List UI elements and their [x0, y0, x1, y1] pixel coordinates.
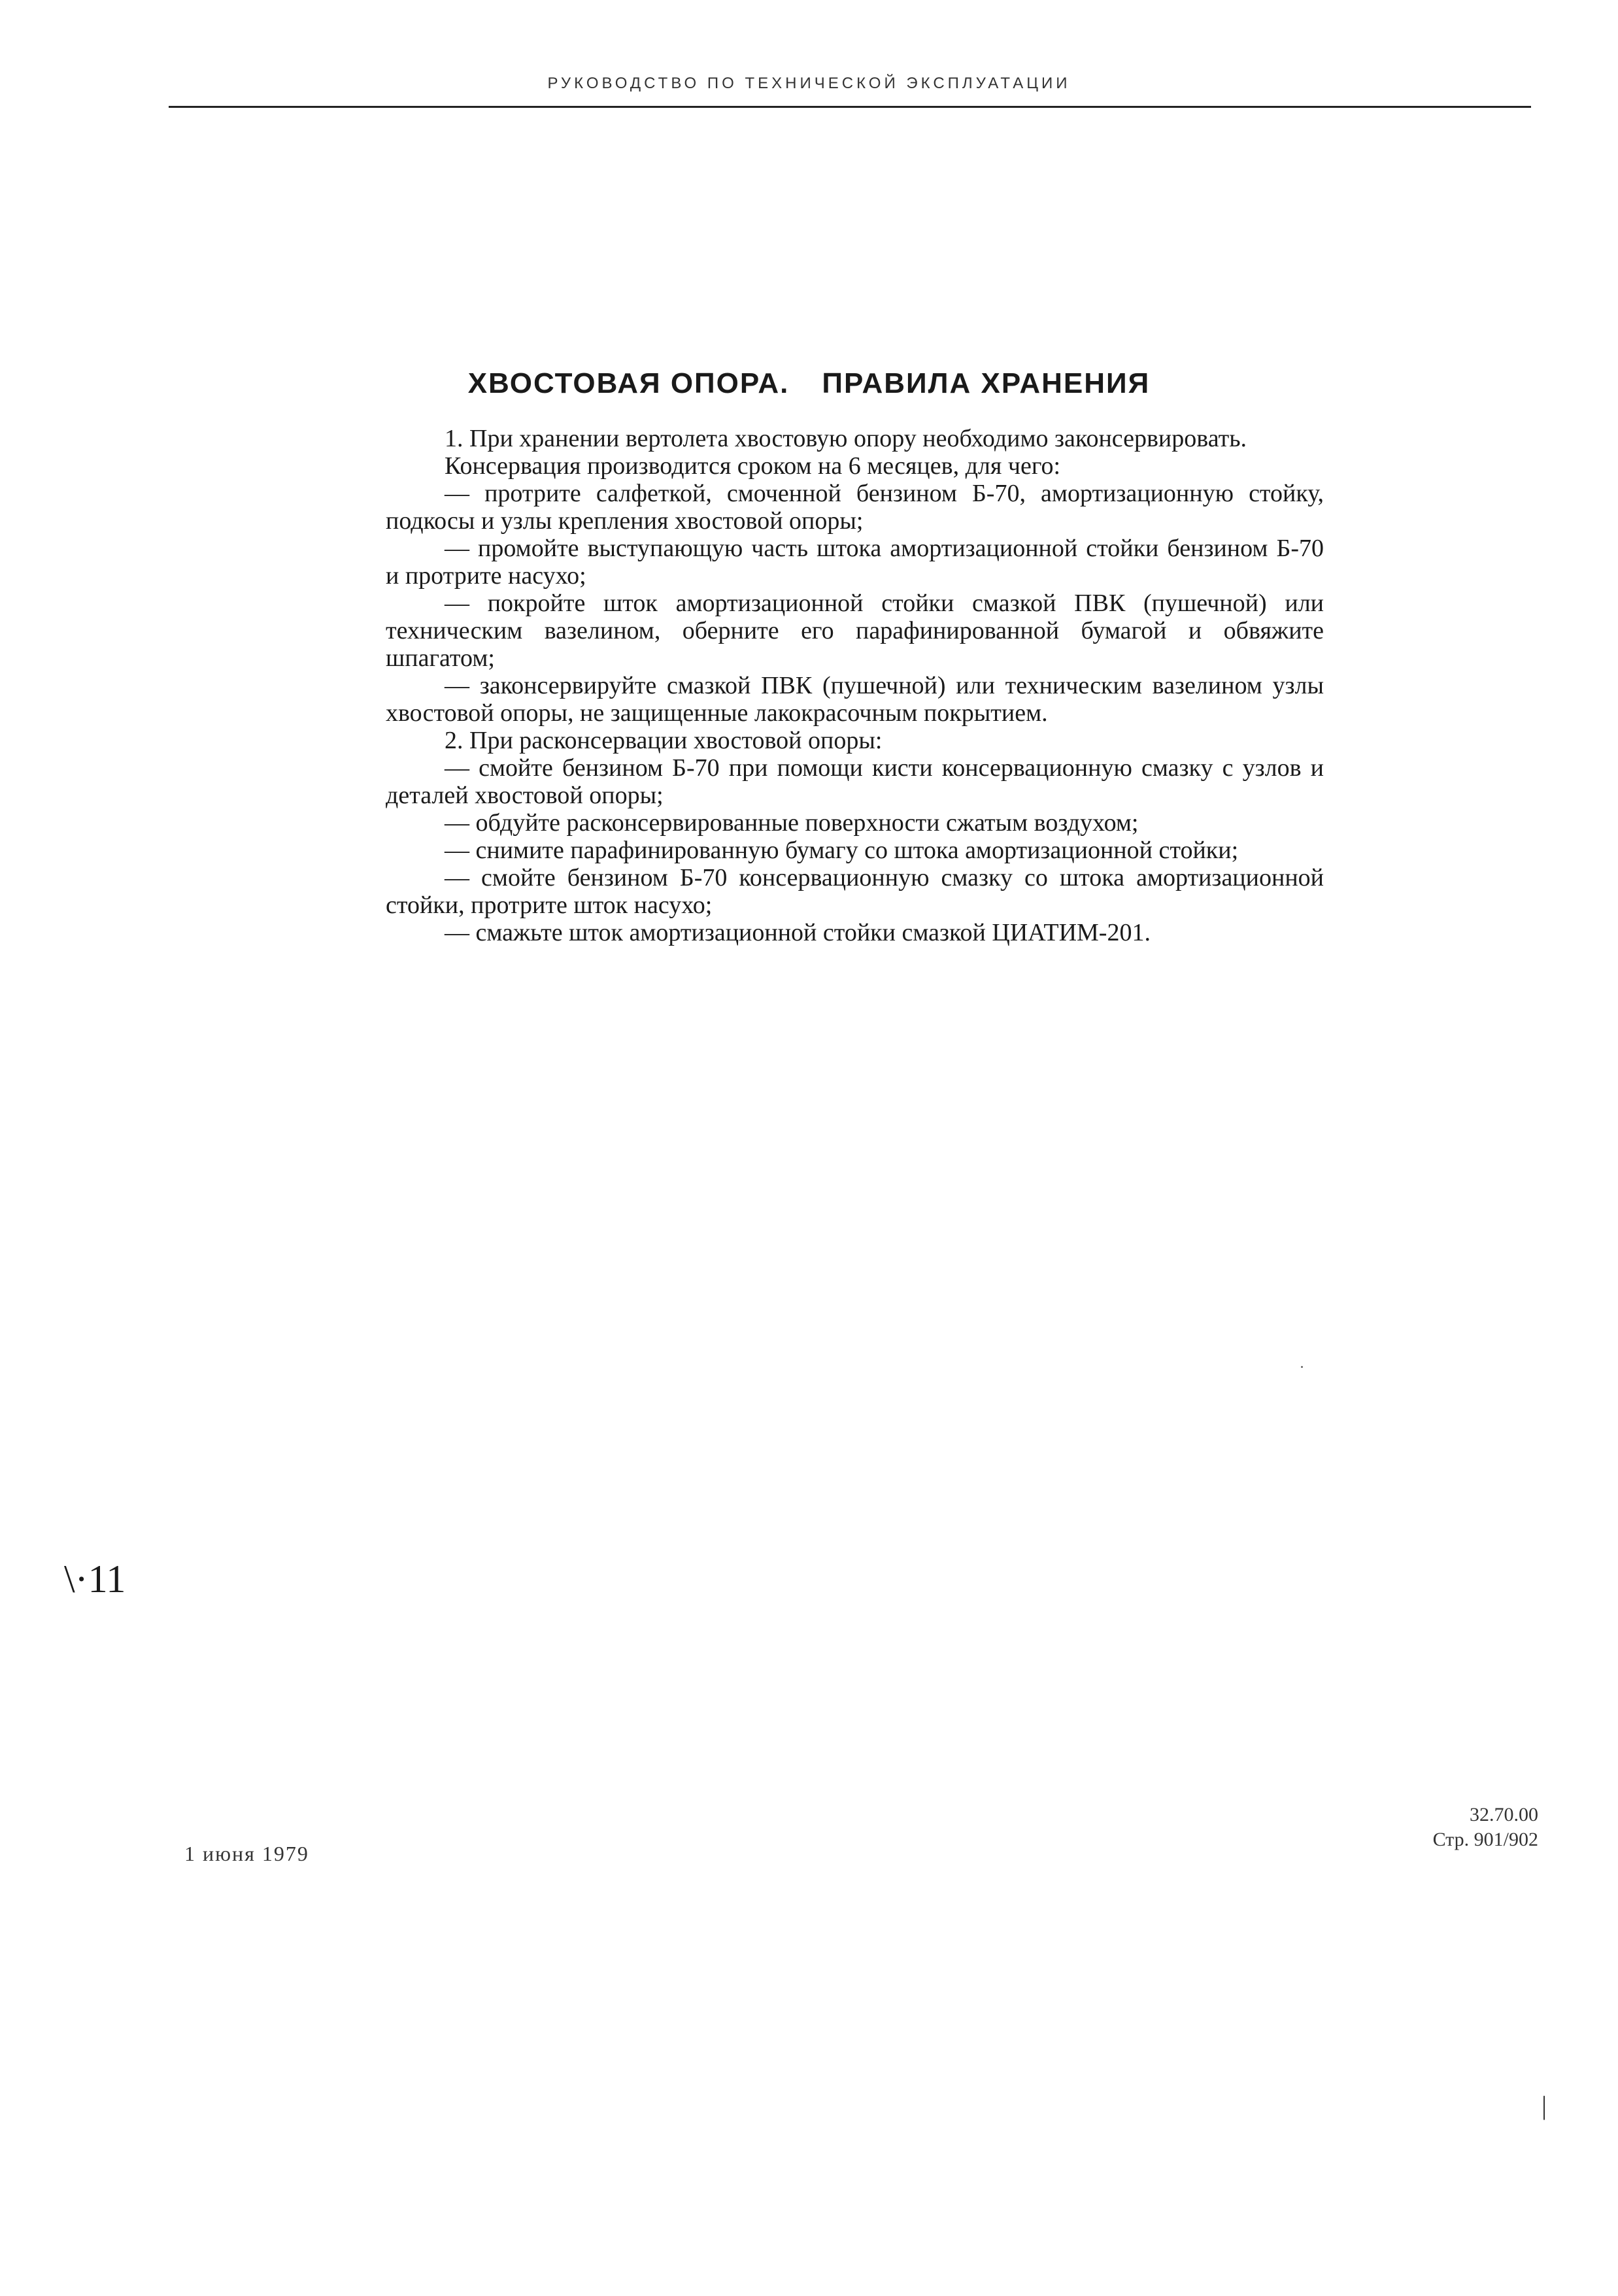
paragraph-lead: Консервация производится сроком на 6 месяцев, для чего: — [445, 452, 1061, 480]
title-part-1: ХВОСТОВАЯ ОПОРА. — [467, 367, 790, 399]
paragraph-intro: 1. При хранении вертолета хвостовую опору необходимо законсервировать. — [445, 425, 1247, 452]
list-item: — протрите салфеткой, смоченной бензином Б-70, амортизационную стойку, подкосы и узлы крепления хвостовой опоры; — [386, 480, 1324, 535]
footer-code: 32.70.00 — [1470, 1804, 1538, 1825]
header-rule — [169, 106, 1531, 108]
footer-date: 1 июня 1979 — [184, 1842, 309, 1865]
list-item: — смажьте шток амортизационной стойки смазкой ЦИАТИМ-201. — [445, 919, 1151, 946]
running-header: РУКОВОДСТВО ПО ТЕХНИЧЕСКОЙ ЭКСПЛУАТАЦИИ — [547, 75, 1071, 92]
list-item: — промойте выступающую часть штока амортизационной стойки бензином Б-70 и протрите насухо; — [386, 535, 1324, 590]
paragraph-section-2: 2. При расконсервации хвостовой опоры: — [445, 727, 883, 754]
footer-pages: Стр. 901/902 — [1432, 1829, 1538, 1850]
page-title — [0, 367, 1618, 400]
list-item: — смойте бензином Б-70 при помощи кисти консервационную смазку с узлов и деталей хвостовой опоры; — [386, 754, 1324, 809]
list-item: — законсервируйте смазкой ПВК (пушечной) или техническим вазелином узлы хвостовой опоры, не защищенные лакокрасочным покрытием. — [386, 672, 1324, 727]
title-part-2: ПРАВИЛА ХРАНЕНИЯ — [822, 367, 1151, 399]
margin-handwritten-mark: \·11 — [64, 1557, 126, 1601]
list-item: — снимите парафинированную бумагу со штока амортизационной стойки; — [445, 837, 1239, 864]
page-edge-mark: | — [1542, 2091, 1547, 2120]
document-body — [386, 425, 1324, 946]
list-item: — покройте шток амортизационной стойки смазкой ПВК (пушечной) или техническим вазелином, оберните его парафинированной бумагой и обвяжите шпагатом; — [386, 590, 1324, 672]
list-item: — смойте бензином Б-70 консервационную смазку со штока амортизационной стойки, протрите шток насухо; — [386, 864, 1324, 919]
footer-reference — [1433, 1803, 1538, 1852]
scan-speck — [1301, 1366, 1303, 1368]
list-item: — обдуйте расконсервированные поверхности сжатым воздухом; — [445, 809, 1139, 837]
